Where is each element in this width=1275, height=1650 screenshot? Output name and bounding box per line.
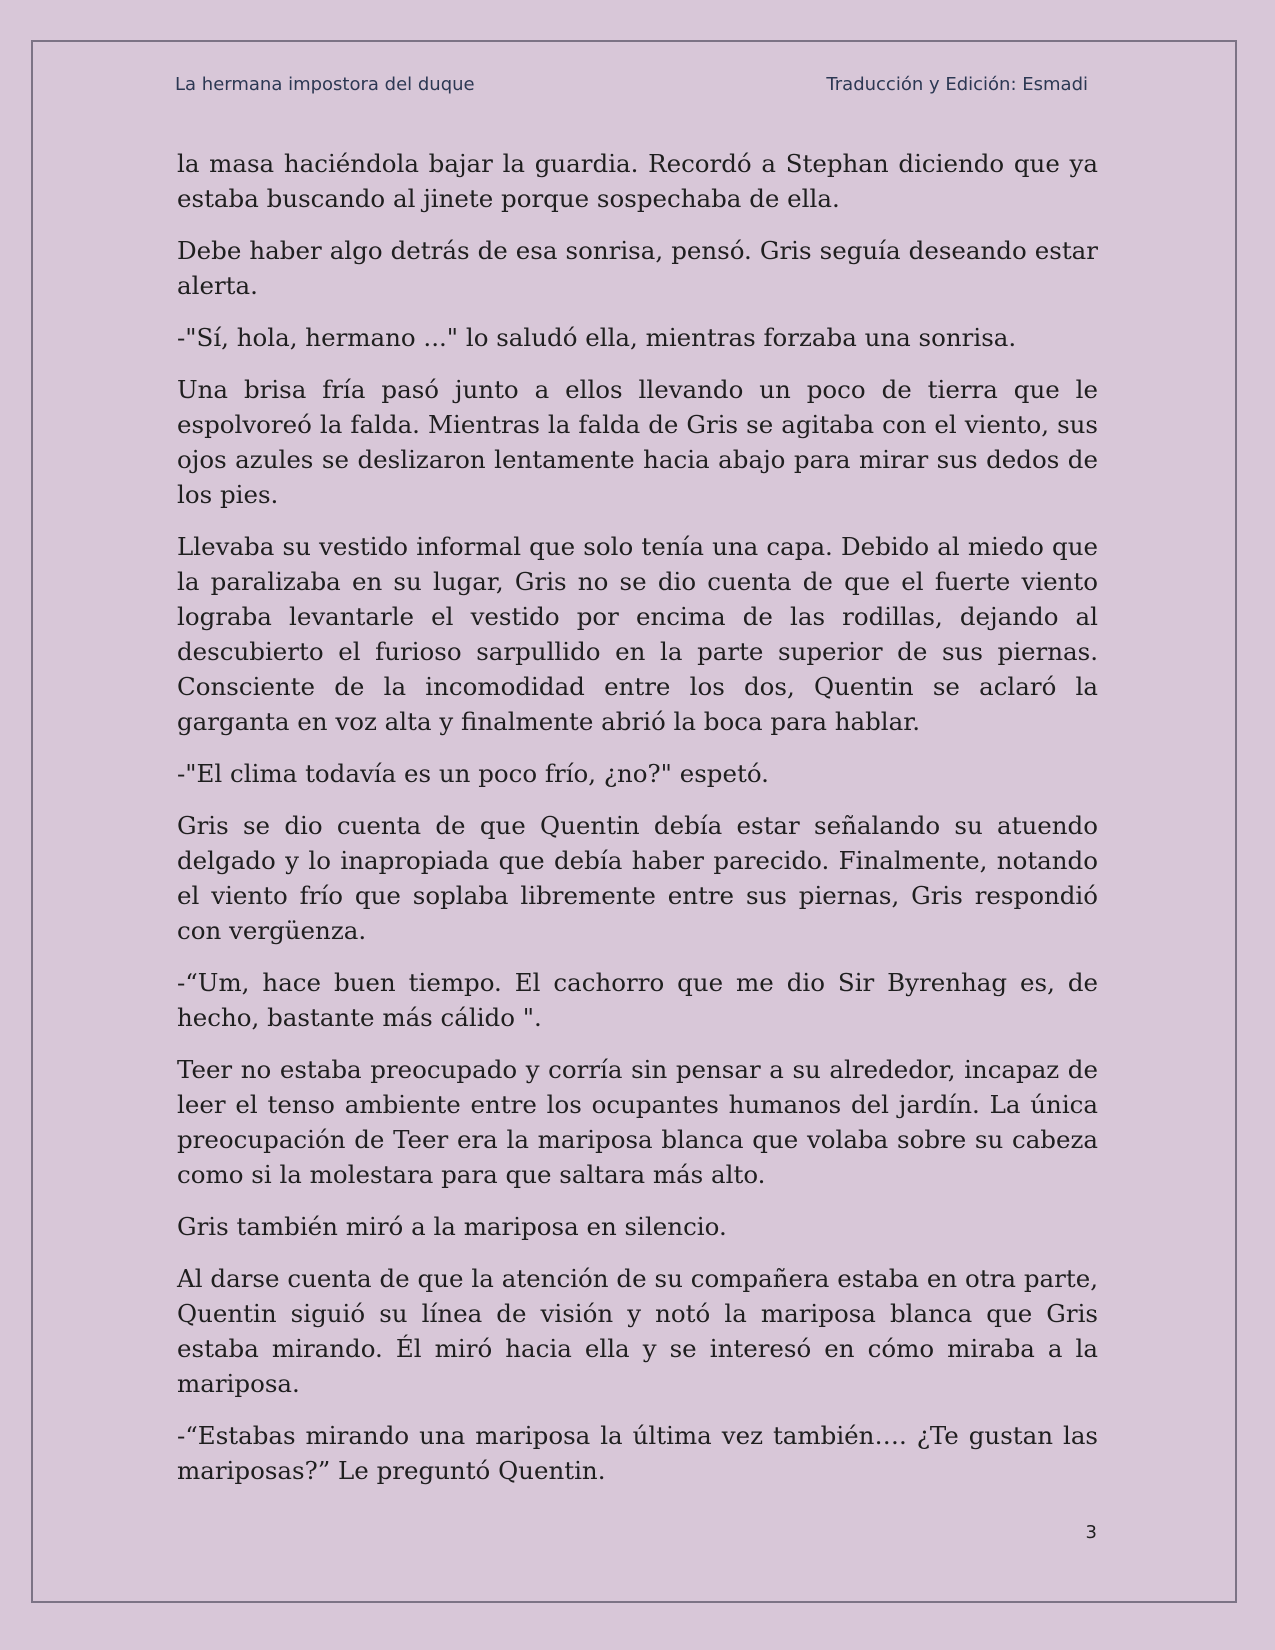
paragraph: Teer no estaba preocupado y corría sin pensar a su alrededor, incapaz de leer el tenso ambiente entre los ocupantes humanos del jardín. La única preocupación de Teer era la mariposa blanca que volaba sobre su cabeza como si la molestara para que saltara más alto.: [177, 1055, 1098, 1189]
paragraph: -"Sí, hola, hermano ..." lo saludó ella, mientras forzaba una sonrisa.: [177, 323, 1017, 352]
body-text: [177, 146, 1098, 1505]
paragraph: Gris se dio cuenta de que Quentin debía estar señalando su atuendo delgado y lo inapropiada que debía haber parecido. Finalmente, notando el viento frío que soplaba libremente entre sus piernas, Gris respondió con vergüenza.: [177, 811, 1098, 945]
header-book-title: La hermana impostora del duque: [175, 74, 475, 95]
paragraph: -“Um, hace buen tiempo. El cachorro que me dio Sir Byrenhag es, de hecho, bastante más cálido ".: [177, 968, 1098, 1032]
paragraph: la masa haciéndola bajar la guardia. Recordó a Stephan diciendo que ya estaba buscando al jinete porque sospechaba de ella.: [177, 149, 1098, 213]
paragraph: Al darse cuenta de que la atención de su compañera estaba en otra parte, Quentin siguió su línea de visión y notó la mariposa blanca que Gris estaba mirando. Él miró hacia ella y se interesó en cómo miraba a la mariposa.: [177, 1264, 1098, 1398]
paragraph: -“Estabas mirando una mariposa la última vez también…. ¿Te gustan las mariposas?” Le preguntó Quentin.: [177, 1421, 1098, 1485]
paragraph: Una brisa fría pasó junto a ellos llevando un poco de tierra que le espolvoreó la falda. Mientras la falda de Gris se agitaba con el viento, sus ojos azules se deslizaron lentamente hacia abajo para mirar sus dedos de los pies.: [177, 375, 1098, 509]
page-number: 3: [1085, 1522, 1097, 1543]
paragraph: Debe haber algo detrás de esa sonrisa, pensó. Gris seguía deseando estar alerta.: [177, 236, 1098, 300]
paragraph: Gris también miró a la mariposa en silencio.: [177, 1212, 727, 1241]
page-header: [175, 74, 1088, 95]
paragraph: -"El clima todavía es un poco frío, ¿no?" espetó.: [177, 759, 769, 788]
header-translator-credit: Traducción y Edición: Esmadi: [826, 74, 1088, 95]
paragraph: Llevaba su vestido informal que solo tenía una capa. Debido al miedo que la paralizaba en su lugar, Gris no se dio cuenta de que el fuerte viento lograba levantarle el vestido por encima de las rodillas, dejando al descubierto el furioso sarpullido en la parte superior de sus piernas. Consciente de la incomodidad entre los dos, Quentin se aclaró la garganta en voz alta y finalmente abrió la boca para hablar.: [177, 532, 1098, 736]
